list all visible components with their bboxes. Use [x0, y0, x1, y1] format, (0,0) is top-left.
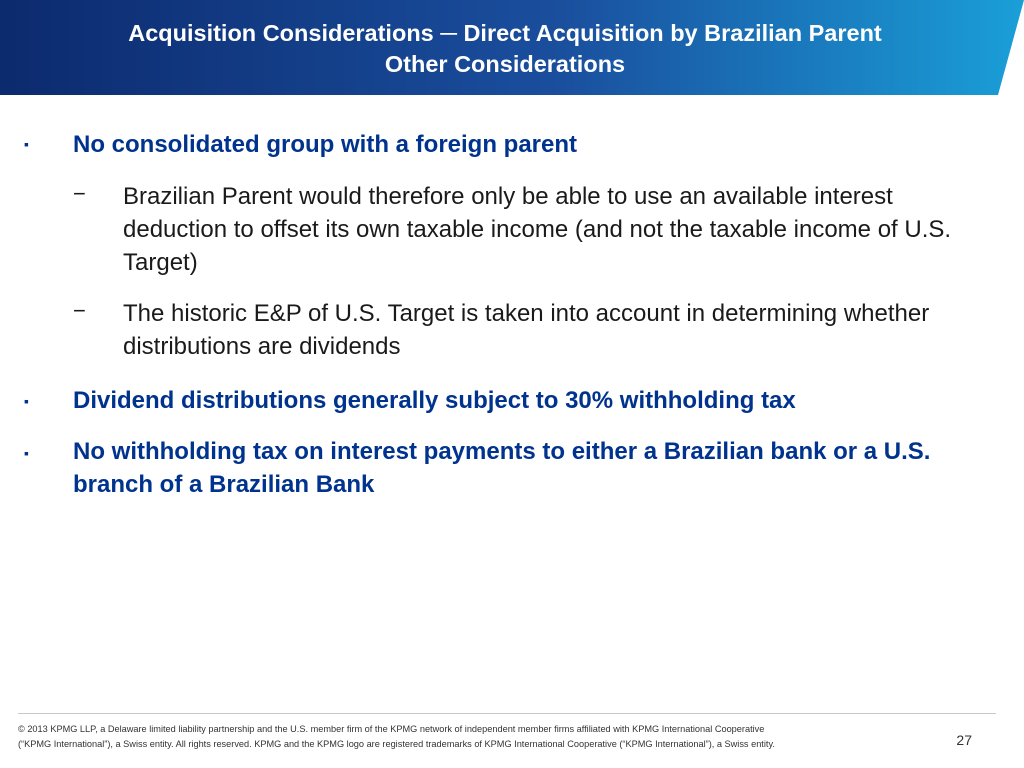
footer-copyright-line1: © 2013 KPMG LLP, a Delaware limited liability partnership and the U.S. member firm of the KPMG network of independent member firms affiliated with KPMG International Cooperative: [18, 724, 765, 734]
page-number: 27: [956, 732, 972, 748]
bullet-3: No withholding tax on interest payments to either a Brazilian bank or a U.S. branch of a Brazilian Bank: [73, 438, 931, 498]
slide-title-line1: Acquisition Considerations ─ Direct Acquisition by Brazilian Parent: [128, 20, 882, 46]
footer-copyright: [18, 722, 918, 752]
bullet-1: No consolidated group with a foreign parent: [73, 131, 578, 158]
bullet-marker-3: ▪: [24, 445, 29, 461]
subitem-marker-1-2: −: [73, 298, 86, 323]
bullet-marker-2: ▪: [24, 393, 29, 409]
slide-title-line2: Other Considerations: [384, 51, 626, 77]
footer-divider: [18, 713, 996, 714]
subitem-1-1: Brazilian Parent would therefore only be able to use an available interest deduction to offset its own taxable income (and not the taxable income of U.S. Target): [123, 183, 952, 276]
footer-copyright-line2: (“KPMG International”), a Swiss entity. All rights reserved. KPMG and the KPMG logo are registered trademarks of KPMG International Cooperative (“KPMG International”), a Swiss entity.: [18, 739, 775, 749]
subitem-1-2: The historic E&P of U.S. Target is taken into account in determining whether distributions are dividends: [123, 300, 930, 360]
subitem-marker-1-1: −: [73, 181, 86, 206]
bullet-2: Dividend distributions generally subject to 30% withholding tax: [73, 387, 796, 414]
bullet-marker-1: ▪: [24, 136, 29, 152]
